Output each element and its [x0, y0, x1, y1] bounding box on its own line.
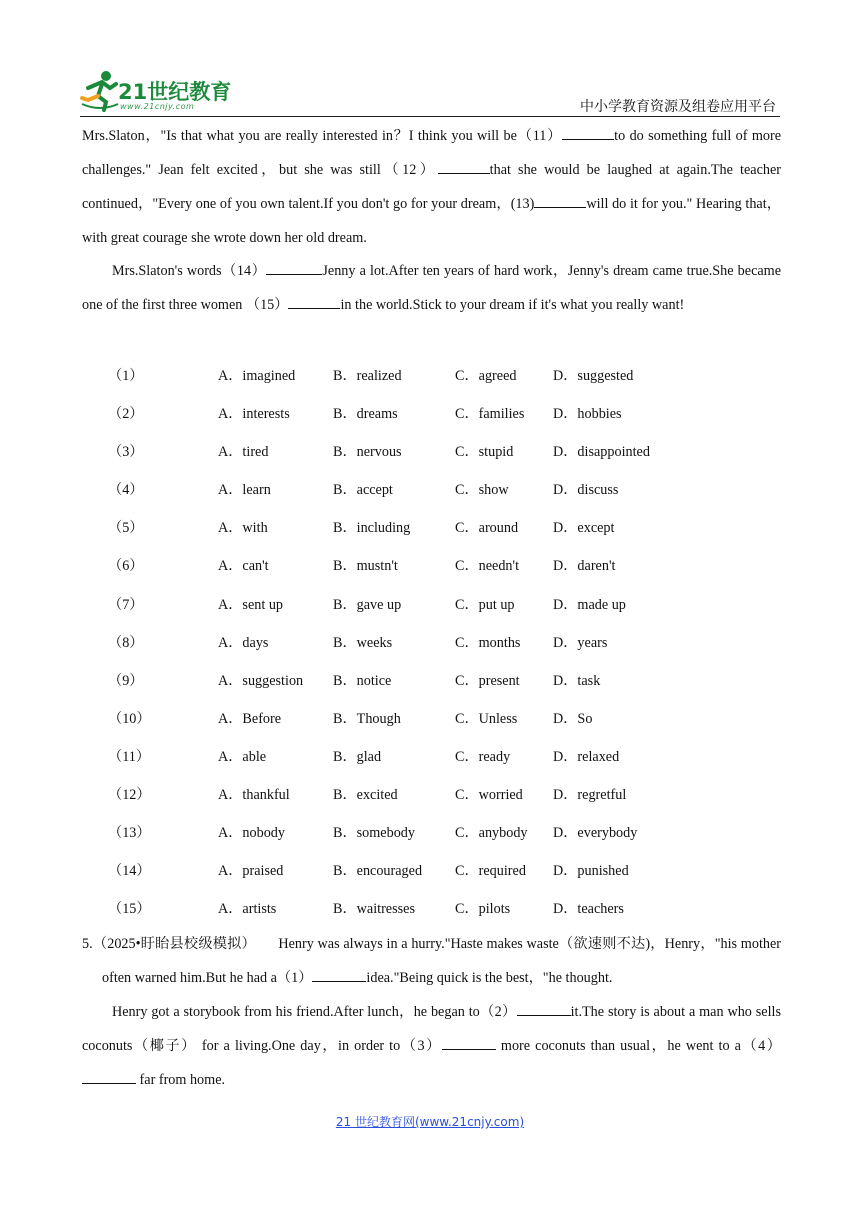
option-b: B．mustn't	[333, 558, 398, 575]
option-b: B．nervous	[333, 444, 402, 461]
passage-text: in the world.Stick to your dream if it's what you really want!	[340, 297, 685, 313]
option-a: A．Before	[218, 710, 282, 727]
question-number: （14）	[108, 863, 151, 880]
option-b: B．realized	[333, 368, 402, 384]
option-a: A．tired	[218, 444, 269, 461]
option-d: D．hobbies	[553, 406, 622, 423]
question-number: （1）	[108, 368, 144, 384]
question-number: （12）	[108, 787, 151, 804]
option-c: C．needn't	[455, 558, 520, 575]
answer-blank-1	[312, 967, 366, 982]
option-c: C．stupid	[455, 444, 514, 461]
option-a: A．nobody	[218, 825, 285, 842]
answer-blank-11	[562, 125, 614, 140]
option-c: C．around	[455, 520, 519, 537]
passage-text: will do it for you." Hearing that，with great courage she wrote down her old dream.	[82, 196, 781, 246]
runner-logo-icon	[80, 68, 120, 112]
page-header	[80, 62, 780, 118]
option-a: A．able	[218, 748, 267, 765]
option-c: C．put up	[455, 596, 515, 613]
option-d: D．everybody	[553, 825, 638, 842]
option-b: B．dreams	[333, 406, 398, 423]
option-a: A．learn	[218, 482, 271, 499]
option-c: C．agreed	[455, 368, 517, 384]
passage-text: Mrs.Slaton，"Is that what you are really interested in？I think you will be（11）	[82, 128, 563, 144]
option-d: D．So	[553, 710, 593, 727]
question-number: （15）	[108, 901, 151, 918]
question-number: （3）	[108, 444, 144, 461]
option-d: D．made up	[553, 596, 626, 613]
option-b: B．including	[333, 520, 411, 537]
option-b: B．gave up	[333, 596, 402, 613]
option-a: A．suggestion	[218, 672, 304, 689]
question-number: （5）	[108, 520, 144, 537]
answer-blank-15	[288, 294, 340, 309]
option-d: D．except	[553, 520, 615, 537]
question-number: （6）	[108, 558, 144, 575]
question-number: （13）	[108, 825, 151, 842]
option-a: A．praised	[218, 863, 284, 880]
option-c: C．Unless	[455, 710, 518, 727]
option-c: C．ready	[455, 748, 511, 765]
option-a: A．can't	[218, 558, 269, 575]
option-a: A．with	[218, 520, 268, 537]
question-number: （7）	[108, 596, 144, 613]
option-c: C．months	[455, 634, 521, 651]
option-b: B．notice	[333, 672, 392, 689]
option-d: D．regretful	[553, 787, 627, 804]
option-a: A．interests	[218, 406, 290, 423]
option-a: A．thankful	[218, 787, 290, 804]
passage5-paragraph-1	[82, 927, 781, 995]
option-d: D．punished	[553, 863, 629, 880]
option-c: C．anybody	[455, 825, 528, 842]
question-number: （11）	[108, 748, 151, 765]
option-d: D．disappointed	[553, 444, 650, 461]
option-b: B．accept	[333, 482, 393, 499]
passage-text: Mrs.Slaton's words（14）	[112, 263, 267, 279]
logo-subtext: www.21cnjy.com	[120, 102, 195, 111]
option-b: B．Though	[333, 710, 401, 727]
question-number: （10）	[108, 710, 151, 727]
option-d: D．relaxed	[553, 748, 620, 765]
option-d: D．suggested	[553, 368, 634, 384]
option-d: D．discuss	[553, 482, 619, 499]
option-a: A．imagined	[218, 368, 296, 384]
passage-text: far from home.	[136, 1072, 226, 1088]
option-c: C．present	[455, 672, 520, 689]
passage-text: Henry was always in a hurry."Haste makes waste（欲速则不达)，Henry，"his mother often warned him.But he had a（1）	[102, 936, 781, 986]
option-b: B．weeks	[333, 634, 393, 651]
option-c: C．required	[455, 863, 526, 880]
passage-text: it.The story is about a man who sells coconuts（椰子） for a living.One day，in order to（3）	[82, 1004, 781, 1054]
footer-link[interactable]: 21 世纪教育网(www.21cnjy.com)	[335, 1115, 525, 1129]
logo-text: 21世纪教育	[118, 80, 232, 104]
option-b: B．somebody	[333, 825, 415, 842]
passage-text: idea."Being quick is the best，"he thought.	[366, 970, 613, 986]
logo	[80, 66, 255, 114]
passage4-paragraph-2	[82, 254, 781, 322]
option-b: B．encouraged	[333, 863, 423, 880]
answer-blank-4	[82, 1069, 136, 1084]
answer-blank-14	[266, 260, 322, 275]
option-d: D．task	[553, 672, 601, 689]
option-d: D．daren't	[553, 558, 616, 575]
passage-text: that she would be laughed at again.The teacher continued，"Every one of you own talent.If you don't go for your dream，(13)	[82, 162, 781, 212]
option-c: C．worried	[455, 787, 523, 804]
question-number: 5.（2025•盱眙县校级模拟）	[82, 936, 256, 952]
option-b: B．glad	[333, 748, 382, 765]
answer-blank-3	[442, 1035, 496, 1050]
option-a: A．artists	[218, 901, 277, 918]
answer-blank-12	[438, 159, 490, 174]
passage5-paragraph-2	[82, 995, 781, 1097]
question-number: （9）	[108, 672, 144, 689]
question-number: （4）	[108, 482, 144, 499]
question-number: （8）	[108, 634, 144, 651]
question-number: （2）	[108, 406, 144, 423]
option-a: A．sent up	[218, 596, 284, 613]
option-a: A．days	[218, 634, 269, 651]
option-c: C．families	[455, 406, 525, 423]
answer-blank-13	[534, 193, 586, 208]
passage4-paragraph-1	[82, 119, 781, 255]
platform-title: 中小学教育资源及组卷应用平台	[580, 99, 776, 115]
option-b: B．excited	[333, 787, 398, 804]
passage-text: to do something full of more challenges." Jean felt excited，but she was still（12）	[82, 128, 781, 178]
answer-blank-2	[517, 1001, 571, 1016]
option-c: C．pilots	[455, 901, 511, 918]
option-d: D．years	[553, 634, 608, 651]
passage-text: Jenny a lot.After ten years of hard work，Jenny's dream came true.She became one of the first three women （15）	[82, 263, 781, 313]
passage-text: more coconuts than usual，he went to a（4）	[495, 1038, 781, 1054]
page-footer	[0, 1113, 860, 1130]
passage-text: Henry got a storybook from his friend.After lunch，he began to（2）	[112, 1004, 517, 1020]
option-c: C．show	[455, 482, 509, 499]
option-b: B．waitresses	[333, 901, 415, 918]
header-divider	[80, 116, 780, 117]
option-d: D．teachers	[553, 901, 624, 918]
